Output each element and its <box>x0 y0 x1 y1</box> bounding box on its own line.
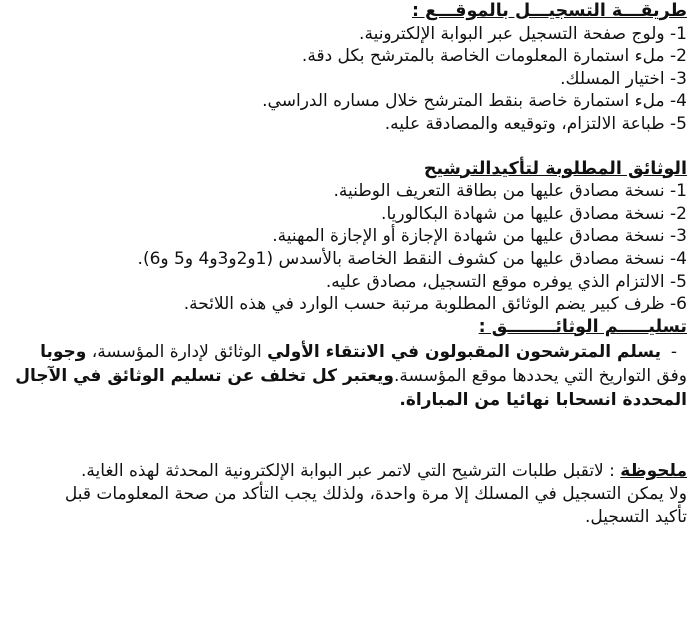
spacer <box>8 136 687 158</box>
note-colon: : <box>603 461 621 482</box>
registration-step-5: 5- طباعة الالتزام، وتوقيعه والمصادقة عليه. <box>384 113 687 134</box>
submission-paragraph <box>8 340 687 412</box>
document-item-5: 5- الالتزام الذي يوفره موقع التسجيل، مصادق عليه. <box>325 271 687 292</box>
submission-bold-1: يسلم المترشحون المقبولون في الانتقاء الأولي <box>267 342 661 363</box>
submission-normal-1: الوثائق لإدارة المؤسسة، <box>86 342 268 363</box>
submission-bold-2: وجوبا <box>40 342 87 363</box>
bullet-dash: - <box>670 342 678 363</box>
note-text-1: لاتقبل طلبات الترشيح التي لاتمر عبر البوابة الإلكترونية المحدثة لهذه الغاية. <box>81 461 604 482</box>
note-label: ملحوظة <box>620 461 687 482</box>
document-item-4: 4- نسخة مصادق عليها من كشوف النقط الخاصة بالأسدس (1و2و3و4 و5 و6). <box>137 248 687 269</box>
registration-method-heading: طريقـــة التسجيـــل بالموقـــع : <box>412 1 687 21</box>
note-line-1 <box>8 460 687 483</box>
registration-step-1: 1- ولوج صفحة التسجيل عبر البوابة الإلكترونية. <box>359 23 687 44</box>
note-line-2: ولا يمكن التسجيل في المسلك إلا مرة واحدة، ولذلك يجب التأكد من صحة المعلومات قبل <box>64 483 687 504</box>
registration-step-2: 2- ملء استمارة المعلومات الخاصة بالمترشح بكل دقة. <box>301 46 687 67</box>
spacer <box>8 412 687 460</box>
submission-normal-2: وفق التواريخ التي يحددها موقع المؤسسة. <box>393 366 687 387</box>
submission-bold-3: ويعتبر كل تخلف عن تسليم الوثائق في الآجال المحددة انسحابا نهائيا من المباراة. <box>15 366 687 411</box>
required-documents-heading: الوثائق المطلوبة لتأكيدالترشيح <box>423 158 687 179</box>
document-submission-heading: تسليـــــم الوثائــــــــق : <box>478 316 687 337</box>
note-line-3: تأكيد التسجيل. <box>584 506 687 527</box>
registration-step-3: 3- اختيار المسلك. <box>560 68 687 89</box>
document-item-3: 3- نسخة مصادق عليها من شهادة الإجازة أو الإجازة المهنية. <box>272 226 687 247</box>
registration-step-4: 4- ملء استمارة خاصة بنقط المترشح خلال مساره الدراسي. <box>262 91 687 112</box>
document-item-6: 6- ظرف كبير يضم الوثائق المطلوبة مرتبة حسب الوارد في هذه اللائحة. <box>183 294 687 315</box>
document-item-1: 1- نسخة مصادق عليها من بطاقة التعريف الوطنية. <box>333 181 687 202</box>
document-item-2: 2- نسخة مصادق عليها من شهادة البكالوريا. <box>381 203 687 224</box>
